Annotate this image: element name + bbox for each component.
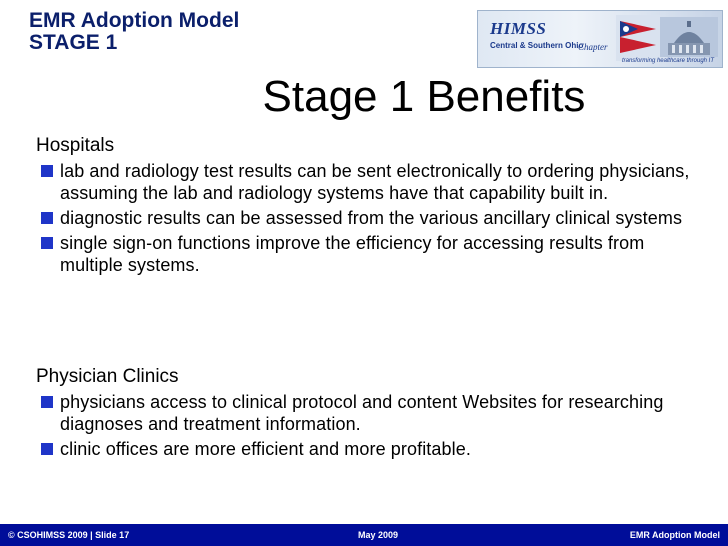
footer-date: May 2009 — [358, 530, 399, 540]
square-bullet-icon — [41, 443, 53, 455]
bullet-text: physicians access to clinical protocol and content Websites for researching diagnoses and treatment information. — [60, 392, 664, 434]
slide-title: Stage 1 Benefits — [262, 72, 586, 121]
list-item — [41, 438, 701, 460]
slide-footer — [0, 524, 728, 546]
ohio-flag-icon — [616, 15, 660, 61]
section-heading-hospitals: Hospitals — [36, 135, 115, 156]
bullet-text: diagnostic results can be assessed from the various ancillary clinical systems — [60, 208, 683, 228]
header-line-1: EMR Adoption Model — [29, 9, 240, 32]
bullet-text: lab and radiology test results can be sent electronically to ordering physicians, assuming the lab and radiology systems have that capability built in. — [60, 161, 690, 203]
logo-brand: HIMSS — [490, 19, 547, 38]
logo-chapter: Chapter — [578, 42, 608, 52]
bullet-text: single sign-on functions improve the efficiency for accessing results from multiple systems. — [60, 233, 645, 275]
list-item — [41, 391, 701, 435]
hospitals-bullet-list — [41, 160, 701, 279]
footer-deck-title: EMR Adoption Model — [629, 530, 720, 540]
header-line-2: STAGE 1 — [29, 31, 118, 54]
bullet-text: clinic offices are more efficient and more profitable. — [60, 439, 471, 459]
list-item — [41, 232, 701, 276]
square-bullet-icon — [41, 165, 53, 177]
footer-copyright: © CSOHIMSS 2009 | Slide 17 — [8, 530, 130, 540]
slide-header — [29, 10, 239, 54]
logo-tagline: transforming healthcare through IT — [621, 58, 714, 64]
square-bullet-icon — [41, 212, 53, 224]
himss-logo — [477, 10, 723, 68]
section-heading-physician-clinics: Physician Clinics — [36, 366, 179, 387]
list-item — [41, 160, 701, 204]
logo-subtitle: Central & Southern Ohio — [490, 41, 584, 50]
capitol-dome-icon — [660, 17, 718, 57]
square-bullet-icon — [41, 237, 53, 249]
clinics-bullet-list — [41, 391, 701, 463]
square-bullet-icon — [41, 396, 53, 408]
list-item — [41, 207, 701, 229]
